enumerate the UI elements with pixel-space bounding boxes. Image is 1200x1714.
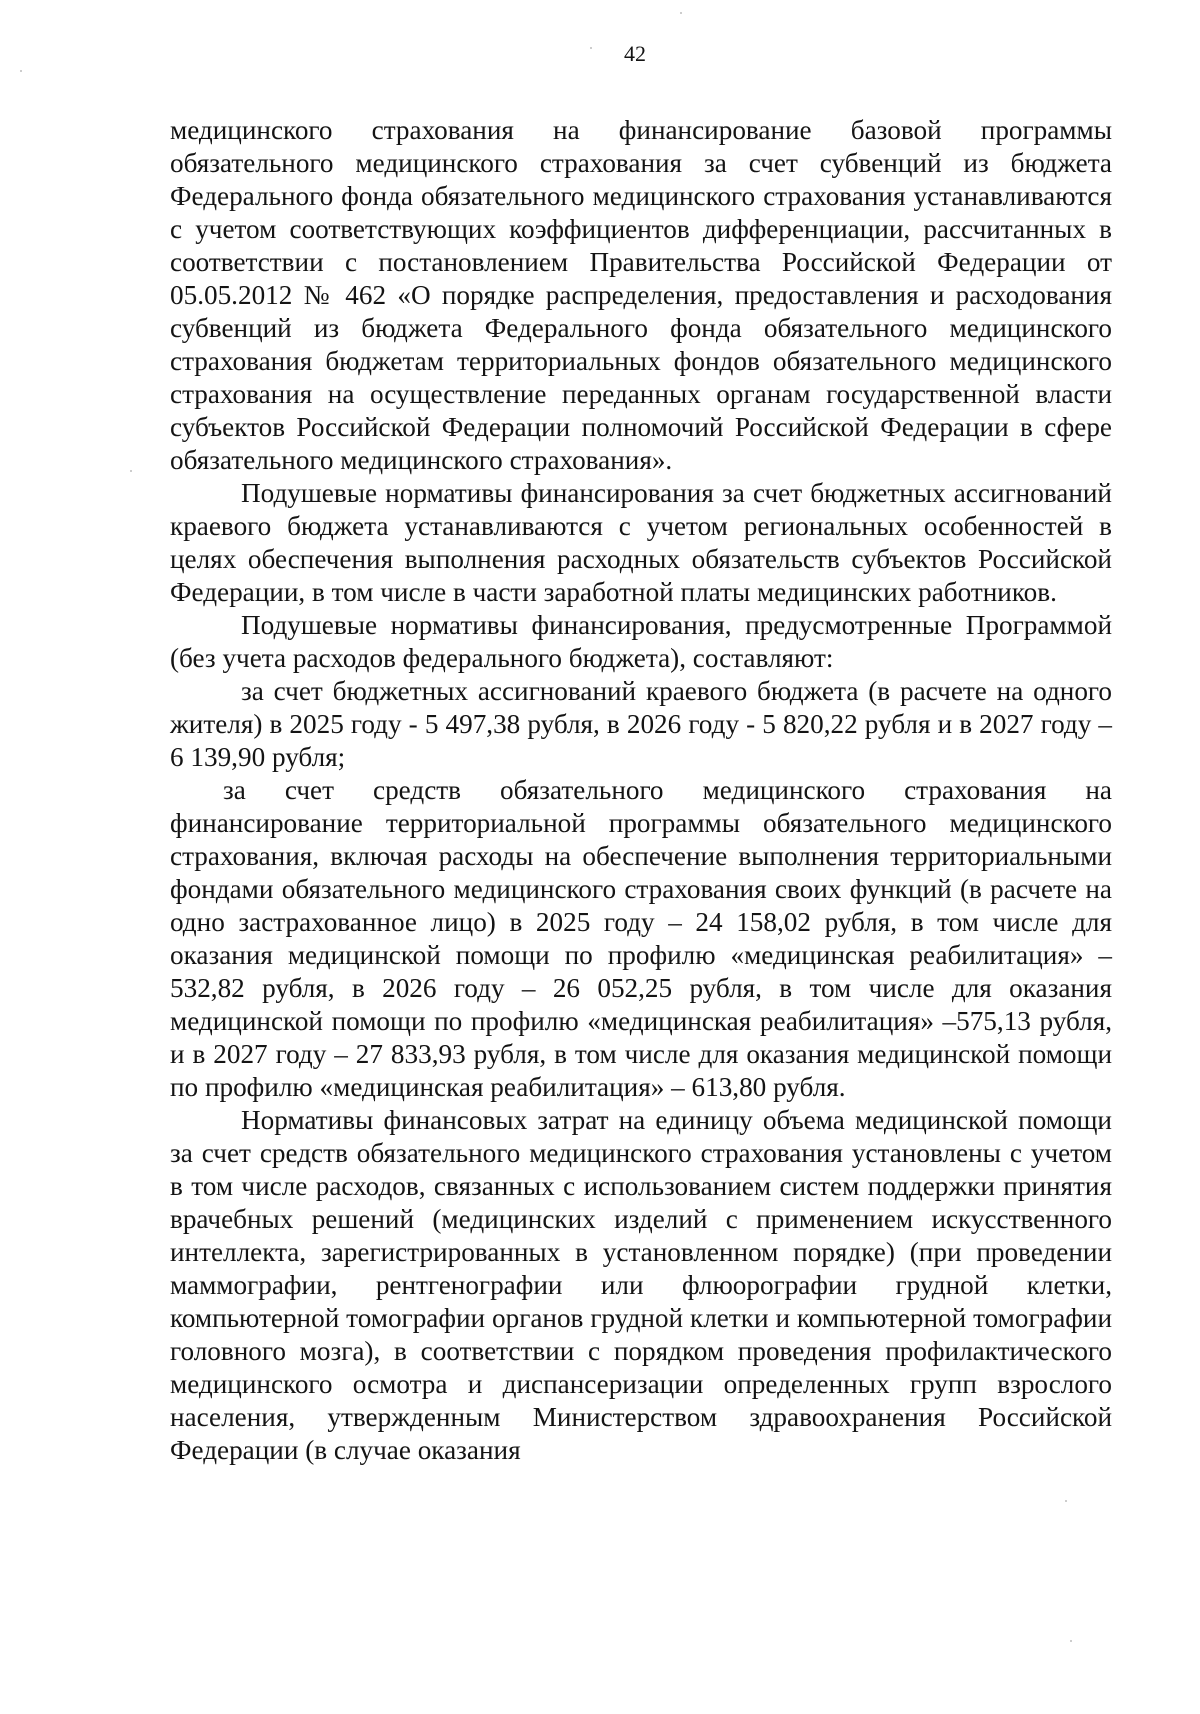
paragraph-regional-budget-amounts: за счет бюджетных ассигнований краевого бюджета (в расчете на одного жителя) в 2025 году - 5 497,38 рубля, в 2026 году - 5 820,22 рубля и в 2027 году – 6 139,90 рубля; <box>170 676 1112 772</box>
scan-speck <box>20 70 22 72</box>
scan-speck <box>1070 1640 1072 1642</box>
paragraph-regional-budget-norms: Подушевые нормативы финансирования за счет бюджетных ассигнований краевого бюджета устанавливаются с учетом региональных особенностей в целях обеспечения выполнения расходных обязательств субъектов Российской Федерации, в том числе в части заработной платы медицинских работников. <box>170 478 1112 607</box>
paragraph-program-norms: Подушевые нормативы финансирования, предусмотренные Программой (без учета расходов федерального бюджета), составляют: <box>170 610 1112 673</box>
scan-speck <box>1065 1500 1067 1502</box>
paragraph-oms-amounts: за счет средств обязательного медицинского страхования на финансирование территориальной программы обязательного медицинского страхования, включая расходы на обеспечение выполнения территориальными фондами обязательного медицинского страхования своих функций (в расчете на одно застрахованное лицо) в 2025 году – 24 158,02 рубля, в том числе для оказания медицинской помощи по профилю «медицинская реабилитация» –532,82 рубля, в 2026 году – 26 052,25 рубля, в том числе для оказания медицинской помощи по профилю «медицинская реабилитация» –575,13 рубля, и в 2027 году – 27 833,93 рубля, в том числе для оказания медицинской помощи по профилю «медицинская реабилитация» – 613,80 рубля. <box>170 775 1112 1102</box>
page-number: 42 <box>624 41 646 66</box>
body-text <box>170 114 1112 1467</box>
paragraph-financial-cost-norms: Нормативы финансовых затрат на единицу объема медицинской помощи за счет средств обязательного медицинского страхования установлены с учетом в том числе расходов, связанных с использованием систем поддержки принятия врачебных решений (медицинских изделий с применением искусственного интеллекта, зарегистрированных в установленном порядке) (при проведении маммографии, рентгенографии или флюорографии грудной клетки, компьютерной томографии органов грудной клетки и компьютерной томографии головного мозга), в соответствии с порядком проведения профилактического медицинского осмотра и диспансеризации определенных групп взрослого населения, утвержденным Министерством здравоохранения Российской Федерации (в случае оказания <box>170 1105 1112 1465</box>
scan-speck <box>590 47 592 49</box>
scan-speck <box>680 12 682 14</box>
paragraph-subvention-coefficients: медицинского страхования на финансирование базовой программы обязательного медицинского страхования за счет субвенций из бюджета Федерального фонда обязательного медицинского страхования устанавливаются с учетом соответствующих коэффициентов дифференциации, рассчитанных в соответствии с постановлением Правительства Российской Федерации от 05.05.2012 № 462 «О порядке распределения, предоставления и расходования субвенций из бюджета Федерального фонда обязательного медицинского страхования бюджетам территориальных фондов обязательного медицинского страхования на осуществление переданных органам государственной власти субъектов Российской Федерации полномочий Российской Федерации в сфере обязательного медицинского страхования». <box>170 115 1112 475</box>
scan-speck <box>130 470 132 472</box>
